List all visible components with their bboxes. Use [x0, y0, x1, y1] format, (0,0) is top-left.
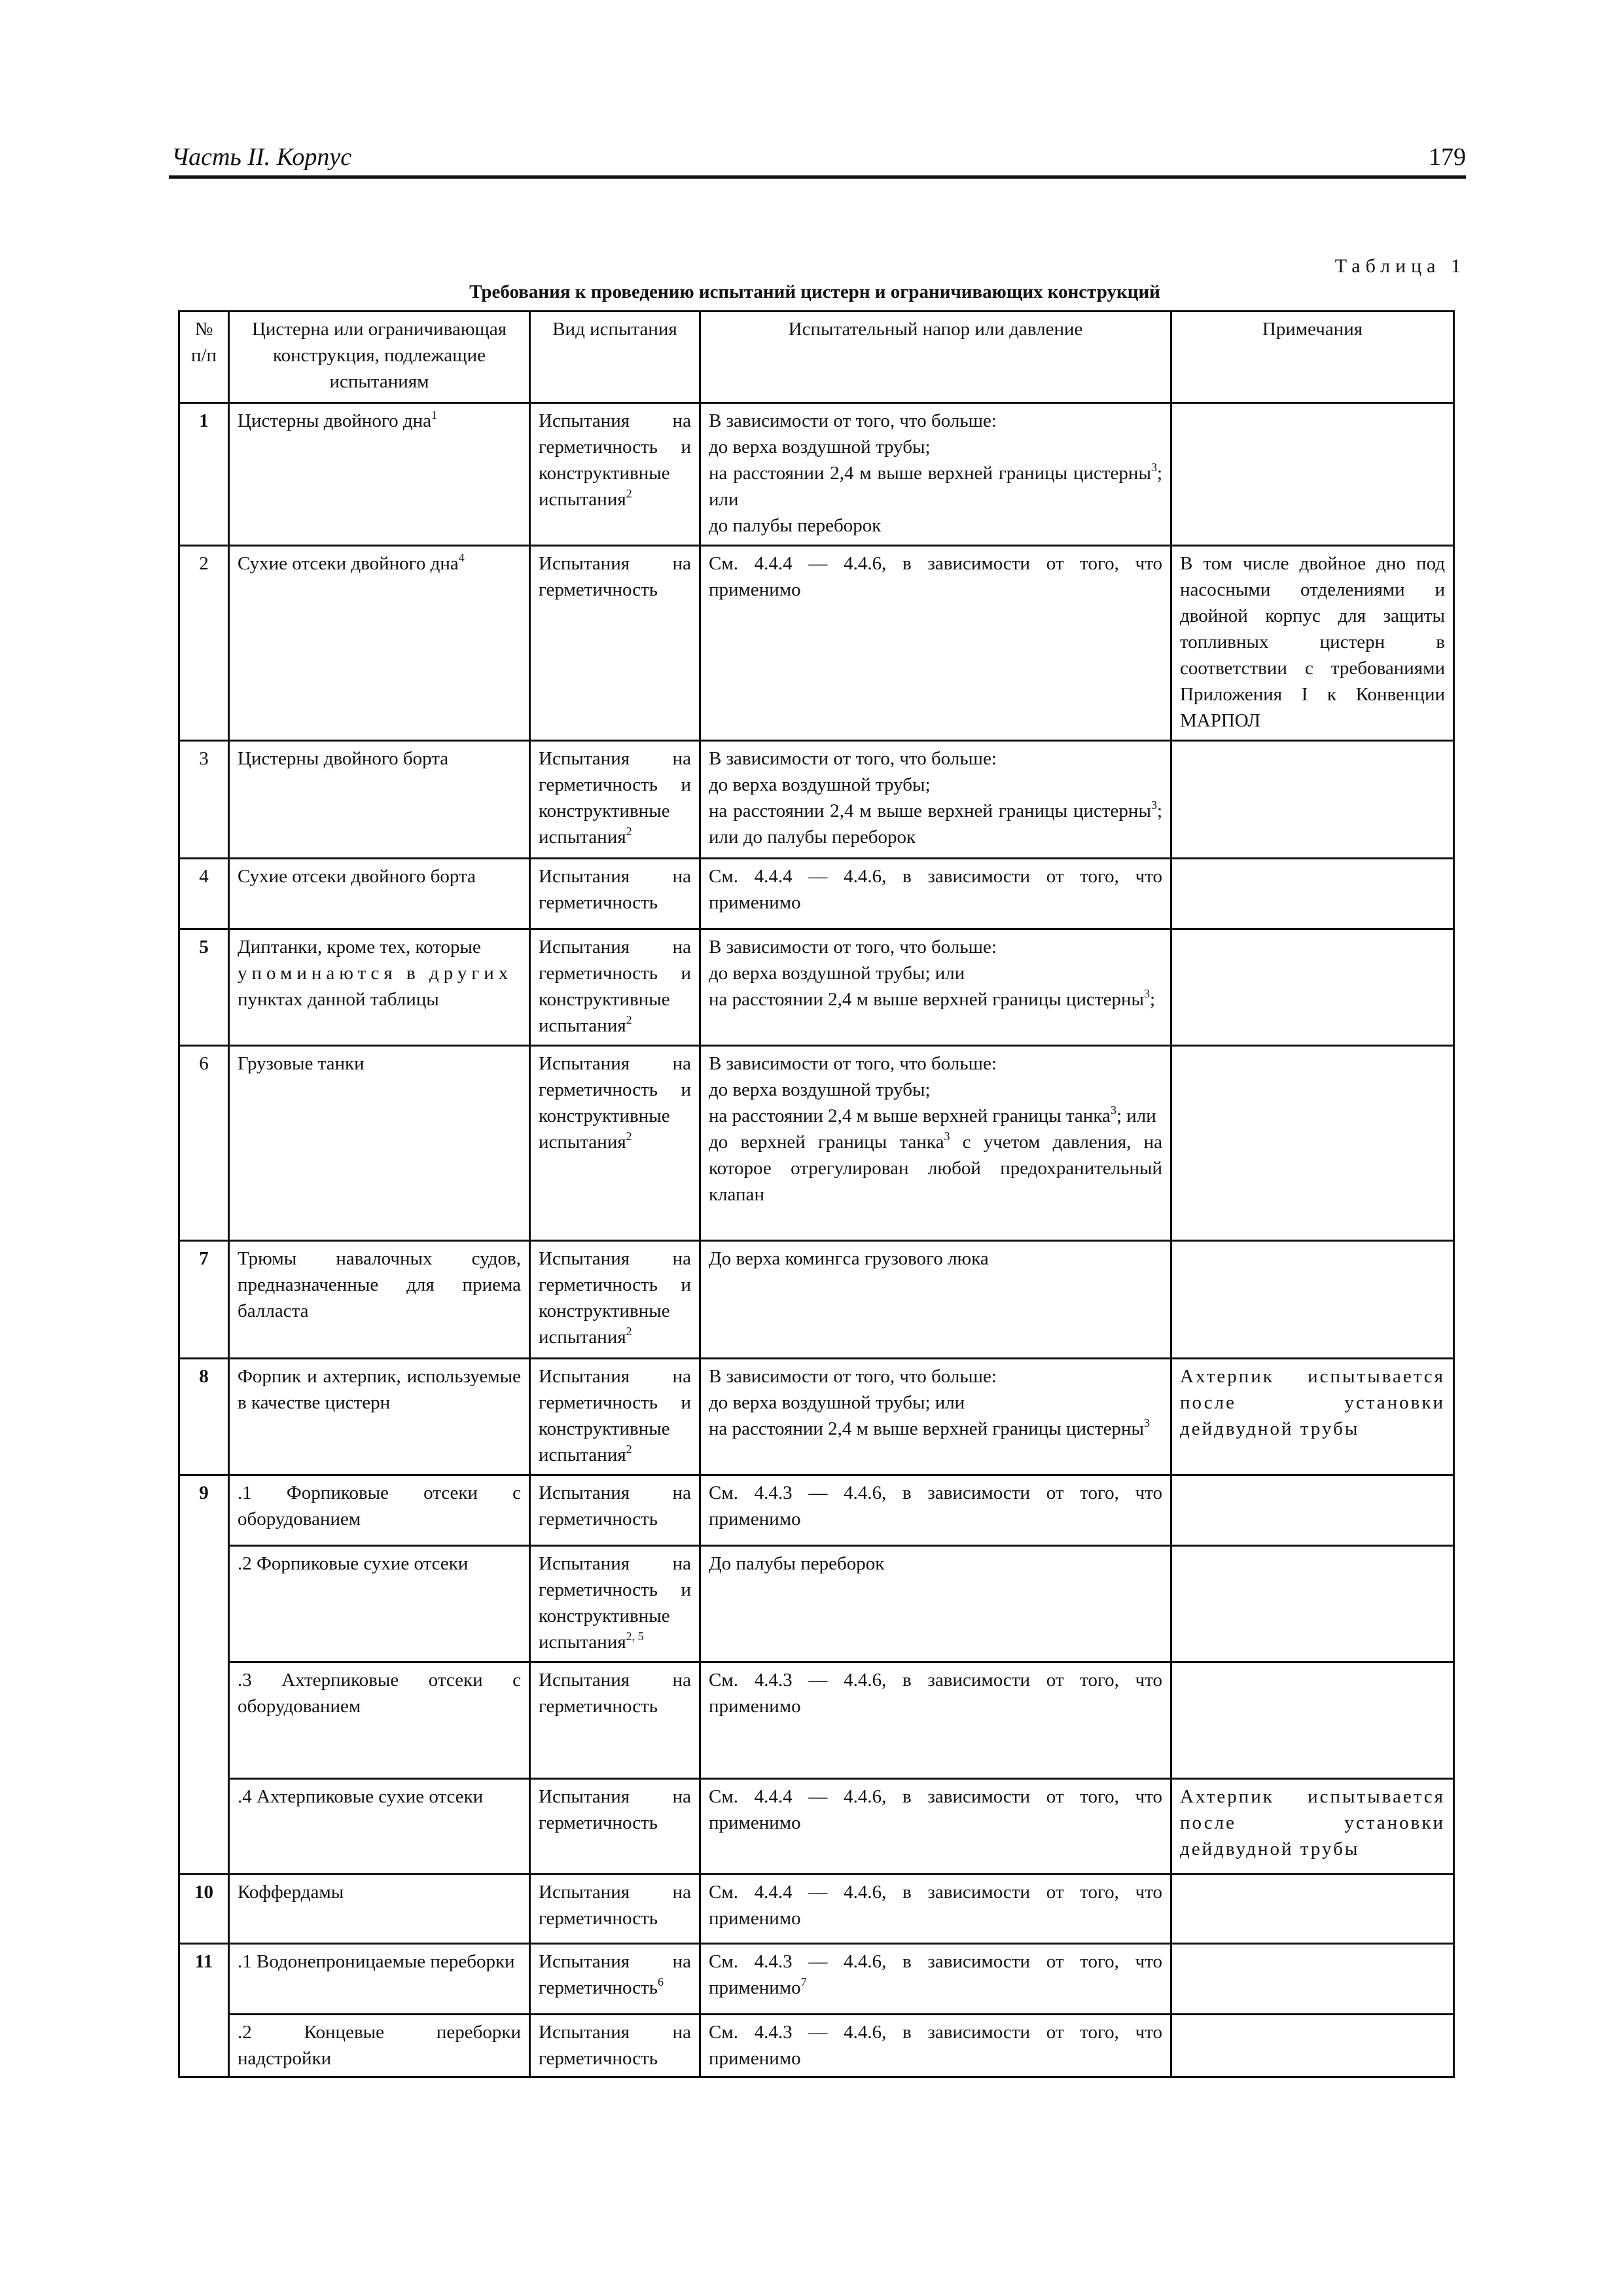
head-line: до верха воздушной трубы; или — [709, 963, 965, 984]
head-line: В зависимости от того, что больше: — [709, 410, 997, 431]
test-type-cell: Испытания на герметичность — [530, 1662, 700, 1779]
head-cell: См. 4.4.4 — 4.4.6, в зависимости от того, что применимо — [700, 1874, 1171, 1944]
table-row — [179, 741, 1454, 859]
table-title: Требования к проведению испытаний цистерн и ограничивающих конструкций — [469, 281, 1160, 302]
head-line: на расстоянии 2,4 м выше верхней границы танка — [709, 1105, 1111, 1126]
table-row — [179, 1046, 1454, 1241]
structure-cell: .4 Ахтерпиковые сухие отсеки — [229, 1779, 530, 1874]
structure-text: пунктах данной таблицы — [238, 989, 439, 1010]
footnote-ref: 3 — [1143, 1416, 1150, 1429]
test-type-cell: Испытания на герметичность — [530, 546, 700, 741]
table-row — [179, 2015, 1454, 2077]
test-type-text: Испытания на герметичность — [539, 1951, 691, 1998]
head-text: См. 4.4.3 — 4.4.6, в зависимости от того, что применимо — [709, 1951, 1162, 1998]
structure-cell — [229, 403, 530, 546]
test-type-cell: Испытания на герметичность — [530, 1874, 700, 1944]
test-type-cell — [530, 403, 700, 546]
notes-cell — [1171, 1662, 1454, 1779]
head-cell: См. 4.4.3 — 4.4.6, в зависимости от того, что применимо — [700, 1475, 1171, 1546]
structure-text: упоминаются в других — [238, 963, 513, 984]
col-header-notes: Примечания — [1171, 312, 1454, 403]
row-number: 5 — [179, 929, 229, 1046]
notes-cell — [1171, 1241, 1454, 1359]
structure-cell: Трюмы навалочных судов, предназначенные для приема балласта — [229, 1241, 530, 1359]
notes-cell — [1171, 1944, 1454, 2015]
test-type-cell — [530, 1359, 700, 1475]
table-row — [179, 1662, 1454, 1779]
test-type-cell — [530, 1046, 700, 1241]
head-cell: До палубы переборок — [700, 1546, 1171, 1662]
requirements-table — [178, 310, 1455, 2078]
table-row — [179, 859, 1454, 929]
head-cell: См. 4.4.4 — 4.4.6, в зависимости от того, что применимо — [700, 546, 1171, 741]
head-line: до верха воздушной трубы; — [709, 437, 931, 457]
row-number: 1 — [179, 403, 229, 546]
notes-cell — [1171, 929, 1454, 1046]
test-type-cell — [530, 929, 700, 1046]
head-line: до верха воздушной трубы; — [709, 774, 931, 795]
structure-cell: .2 Форпиковые сухие отсеки — [229, 1546, 530, 1662]
footnote-ref: 3 — [1110, 1103, 1116, 1117]
test-type-cell — [530, 741, 700, 859]
head-line: до верхней границы танка — [709, 1132, 944, 1153]
footnote-ref: 2 — [626, 1443, 632, 1456]
test-type-text: Испытания на герметичность и конструктивные испытания — [539, 748, 691, 848]
table-row — [179, 1874, 1454, 1944]
head-line: В зависимости от того, что больше: — [709, 748, 997, 769]
head-line: на расстоянии 2,4 м выше верхней границы цистерны — [709, 989, 1144, 1010]
head-line: В зависимости от того, что больше: — [709, 1366, 997, 1387]
footnote-ref: 3 — [1150, 798, 1157, 812]
head-line: ; или до палубы переборок — [709, 800, 1162, 848]
notes-cell — [1171, 1546, 1454, 1662]
test-type-text: Испытания на герметичность и конструктивные испытания — [539, 937, 691, 1036]
notes-cell — [1171, 1046, 1454, 1241]
row-number: 10 — [179, 1874, 229, 1944]
footnote-ref: 2 — [626, 1325, 632, 1338]
head-cell — [700, 1359, 1171, 1475]
row-number: 11 — [179, 1944, 229, 2077]
notes-cell — [1171, 2015, 1454, 2077]
notes-cell — [1171, 1475, 1454, 1546]
structure-cell — [229, 929, 530, 1046]
table-label: Таблица 1 — [1334, 255, 1466, 277]
structure-text: Цистерны двойного дна — [238, 410, 431, 431]
table-header-row — [179, 312, 1454, 403]
test-type-text: Испытания на герметичность и конструктивные испытания — [539, 1366, 691, 1465]
footnote-ref: 3 — [1143, 987, 1150, 1000]
head-line: на расстоянии 2,4 м выше верхней границы цистерны — [709, 800, 1151, 821]
head-line: на расстоянии 2,4 м выше верхней границы цистерны — [709, 1418, 1144, 1439]
table-row — [179, 1359, 1454, 1475]
notes-cell — [1171, 403, 1454, 546]
table-row — [179, 929, 1454, 1046]
head-line: до верха воздушной трубы; — [709, 1079, 931, 1100]
test-type-cell — [530, 1546, 700, 1662]
head-cell — [700, 403, 1171, 546]
col-header-num: № п/п — [179, 312, 229, 403]
table-row — [179, 1475, 1454, 1546]
structure-cell: Цистерны двойного борта — [229, 741, 530, 859]
head-line: на расстоянии 2,4 м выше верхней границы цистерны — [709, 463, 1151, 484]
test-type-cell — [530, 1944, 700, 2015]
table-row — [179, 1546, 1454, 1662]
footnote-ref: 2 — [626, 1130, 632, 1143]
head-line: ; — [1149, 989, 1156, 1010]
structure-text: Сухие отсеки двойного дна — [238, 553, 459, 574]
row-number: 7 — [179, 1241, 229, 1359]
notes-cell — [1171, 859, 1454, 929]
structure-cell: .2 Концевые переборки надстройки — [229, 2015, 530, 2077]
head-cell: До верха комингса грузового люка — [700, 1241, 1171, 1359]
head-cell: См. 4.4.3 — 4.4.6, в зависимости от того, что применимо — [700, 2015, 1171, 2077]
structure-cell: Форпик и ахтерпик, используемые в качестве цистерн — [229, 1359, 530, 1475]
row-number: 2 — [179, 546, 229, 741]
structure-cell: Грузовые танки — [229, 1046, 530, 1241]
footnote-ref: 4 — [458, 551, 465, 564]
structure-cell — [229, 546, 530, 741]
test-type-cell — [530, 1241, 700, 1359]
test-type-text: Испытания на герметичность и конструктивные испытания — [539, 1053, 691, 1153]
row-number: 4 — [179, 859, 229, 929]
head-cell — [700, 1944, 1171, 2015]
test-type-text: Испытания на герметичность и конструктивные испытания — [539, 1553, 691, 1653]
head-cell: См. 4.4.3 — 4.4.6, в зависимости от того, что применимо — [700, 1662, 1171, 1779]
head-line: до палубы переборок — [709, 515, 882, 536]
head-cell — [700, 1046, 1171, 1241]
table-row — [179, 546, 1454, 741]
table-row — [179, 1944, 1454, 2015]
head-line: ; или — [1116, 1105, 1156, 1126]
notes-cell — [1171, 741, 1454, 859]
structure-cell: .3 Ахтерпиковые отсеки с оборудованием — [229, 1662, 530, 1779]
table-row — [179, 1779, 1454, 1874]
structure-text: Диптанки, кроме тех, которые — [238, 937, 481, 958]
table-row — [179, 1241, 1454, 1359]
head-cell: См. 4.4.4 — 4.4.6, в зависимости от того, что применимо — [700, 859, 1171, 929]
header-divider — [169, 175, 1466, 179]
test-type-cell: Испытания на герметичность — [530, 859, 700, 929]
notes-cell: Ахтерпик испытывается после установки дейдвудной трубы — [1171, 1359, 1454, 1475]
notes-cell: Ахтерпик испытывается после установки дейдвудной трубы — [1171, 1779, 1454, 1874]
structure-cell: .1 Форпиковые отсеки с оборудованием — [229, 1475, 530, 1546]
footnote-ref: 2 — [626, 487, 632, 500]
footnote-ref: 7 — [800, 1975, 807, 1988]
table-row — [179, 403, 1454, 546]
footnote-ref: 3 — [944, 1130, 950, 1143]
footnote-ref: 2, 5 — [626, 1630, 644, 1643]
test-type-cell: Испытания на герметичность — [530, 1475, 700, 1546]
row-number: 9 — [179, 1475, 229, 1874]
head-line: до верха воздушной трубы; или — [709, 1392, 965, 1413]
footnote-ref: 2 — [626, 825, 632, 838]
footnote-ref: 3 — [1150, 461, 1157, 474]
structure-cell: Сухие отсеки двойного борта — [229, 859, 530, 929]
structure-cell: Коффердамы — [229, 1874, 530, 1944]
structure-cell: .1 Водонепроницаемые переборки — [229, 1944, 530, 2015]
row-number: 8 — [179, 1359, 229, 1475]
head-line: В зависимости от того, что больше: — [709, 937, 997, 958]
head-line: В зависимости от того, что больше: — [709, 1053, 997, 1074]
test-type-cell: Испытания на герметичность — [530, 2015, 700, 2077]
notes-cell — [1171, 1874, 1454, 1944]
footnote-ref: 1 — [431, 408, 437, 422]
head-cell — [700, 929, 1171, 1046]
page-number: 179 — [1429, 143, 1466, 171]
row-number: 3 — [179, 741, 229, 859]
col-header-structure: Цистерна или ограничивающая конструкция, подлежащие испытаниям — [229, 312, 530, 403]
col-header-test-type: Вид испытания — [530, 312, 700, 403]
test-type-cell: Испытания на герметичность — [530, 1779, 700, 1874]
head-line: ; или — [709, 463, 1162, 510]
head-cell — [700, 741, 1171, 859]
notes-cell: В том числе двойное дно под насосными отделениями и двойной корпус для защиты топливных цистерн в соответствии с требованиями Приложения I к Конвенции МАРПОЛ — [1171, 546, 1454, 741]
col-header-head: Испытательный напор или давление — [700, 312, 1171, 403]
head-cell: См. 4.4.4 — 4.4.6, в зависимости от того, что применимо — [700, 1779, 1171, 1874]
running-header-section: Часть II. Корпус — [171, 143, 352, 171]
test-type-text: Испытания на герметичность и конструктивные испытания — [539, 410, 691, 510]
footnote-ref: 6 — [657, 1975, 664, 1988]
head-line: с учетом давления, на которое отрегулирован любой предохранительный клапан — [709, 1132, 1163, 1205]
test-type-text: Испытания на герметичность и конструктивные испытания — [539, 1248, 691, 1348]
footnote-ref: 2 — [626, 1013, 632, 1026]
row-number: 6 — [179, 1046, 229, 1241]
